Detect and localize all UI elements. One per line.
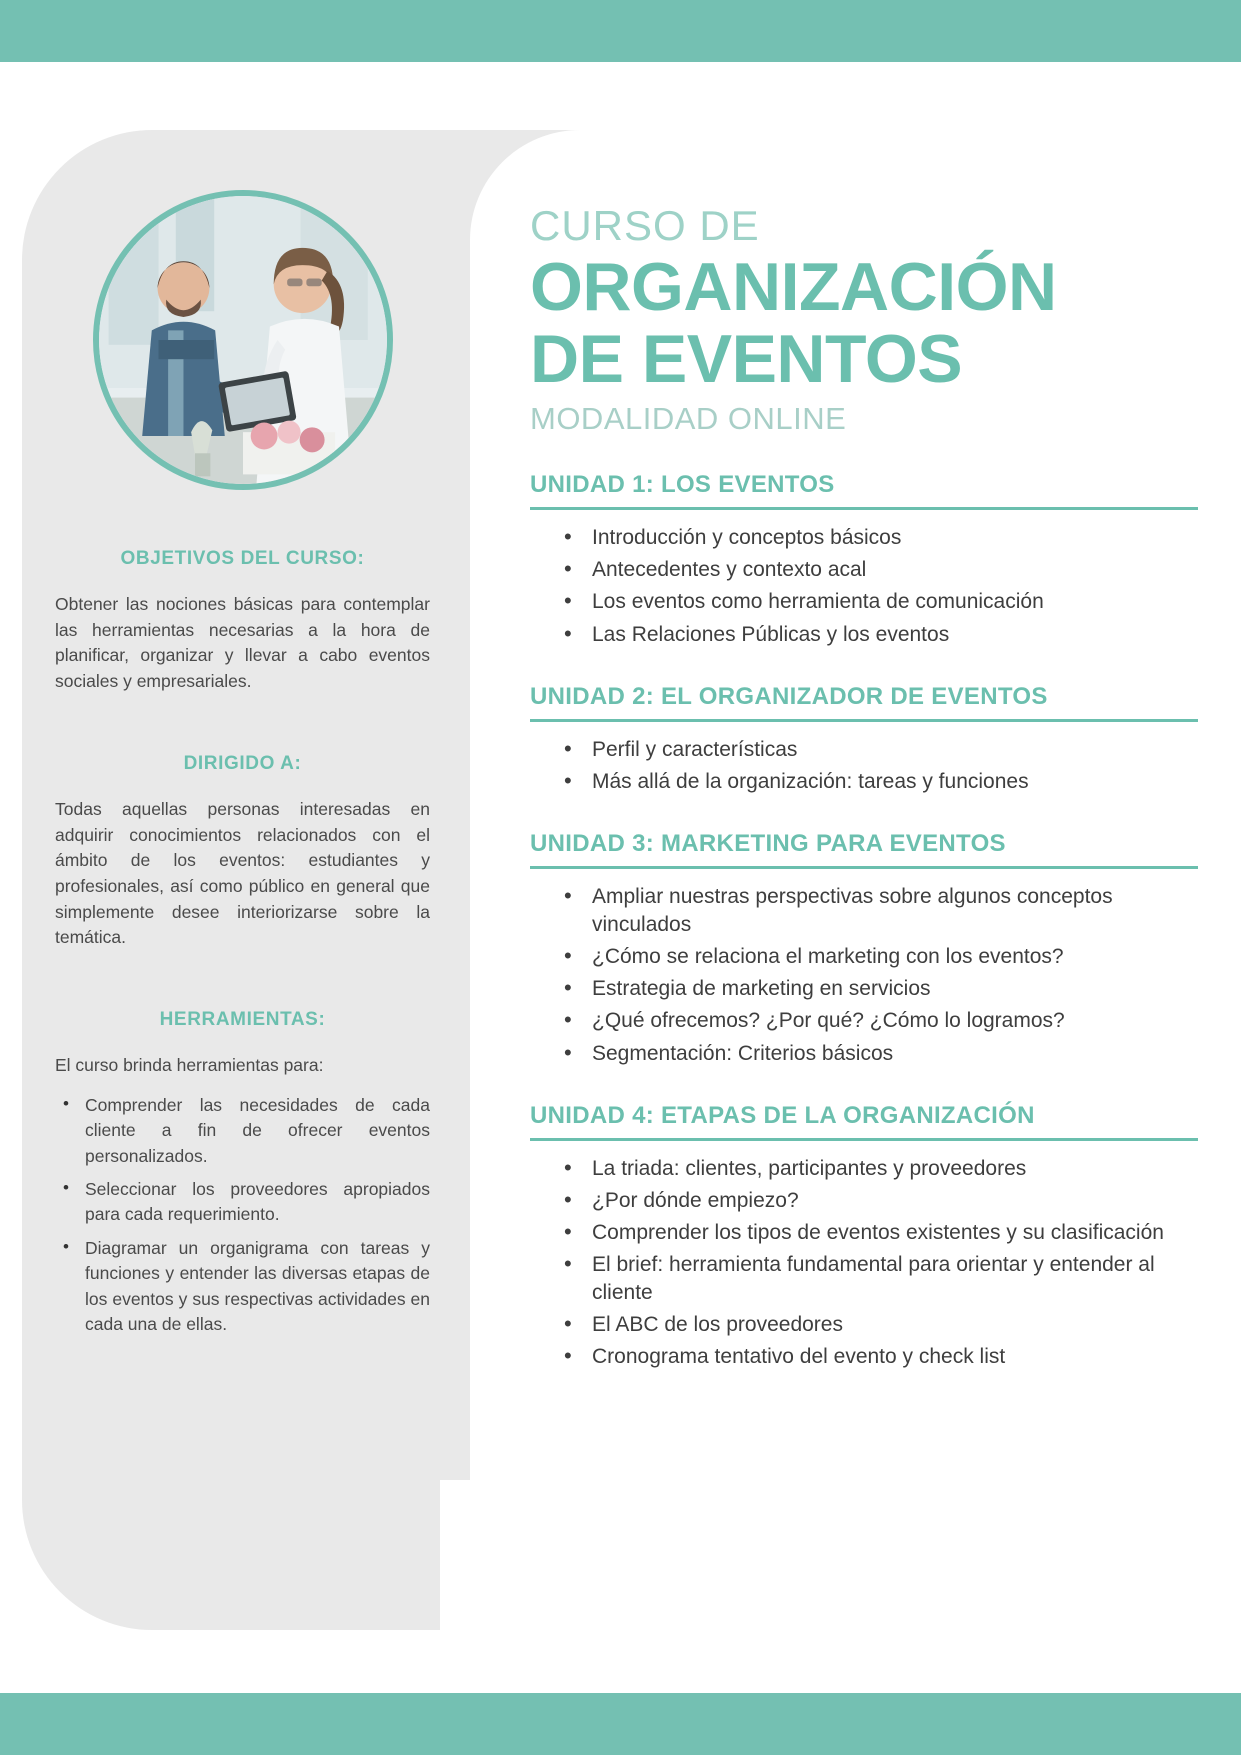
list-item: • Ampliar nuestras perspectivas sobre algunos conceptos vinculados: [592, 883, 1198, 939]
unit-topic-list: [530, 883, 1198, 1068]
tools-list: [55, 1093, 430, 1337]
list-item: • Introducción y conceptos básicos: [592, 524, 1198, 552]
audience-heading: DIRIGIDO A:: [183, 752, 302, 774]
tools-heading: HERRAMIENTAS:: [159, 1009, 326, 1031]
list-item: • Las Relaciones Públicas y los eventos: [592, 621, 1198, 649]
list-item: • Antecedentes y contexto acal: [592, 556, 1198, 584]
unit-divider: [530, 507, 1198, 510]
sidebar: [55, 190, 430, 1345]
unit-title: UNIDAD 1: LOS EVENTOS: [530, 471, 835, 499]
list-item: • El brief: herramienta fundamental para orientar y entender al cliente: [592, 1251, 1198, 1307]
page-title-line-1: ORGANIZACIÓN: [530, 249, 1057, 325]
list-item: • Los eventos como herramienta de comunicación: [592, 588, 1198, 616]
list-item: • Más allá de la organización: tareas y funciones: [592, 768, 1198, 796]
list-item: • Estrategia de marketing en servicios: [592, 975, 1198, 1003]
unit-topic-list: [530, 736, 1198, 796]
list-item: • Cronograma tentativo del evento y check list: [592, 1343, 1198, 1371]
list-item: • ¿Qué ofrecemos? ¿Por qué? ¿Cómo lo logramos?: [592, 1007, 1198, 1035]
objectives-heading: OBJETIVOS DEL CURSO:: [120, 548, 365, 569]
unit-divider: [530, 1138, 1198, 1141]
unit-section-2: [530, 683, 1198, 796]
tools-intro: El curso brinda herramientas para:: [55, 1055, 324, 1076]
page-title-line-2: DE EVENTOS: [530, 321, 963, 398]
course-photo: [93, 190, 393, 490]
unit-topic-list: [530, 1155, 1198, 1372]
list-item: • Perfil y características: [592, 736, 1198, 764]
unit-section-1: [530, 471, 1198, 649]
unit-section-4: [530, 1102, 1198, 1372]
modality-subtitle: MODALIDAD ONLINE: [530, 401, 847, 437]
white-content-panel-extension: [440, 1480, 1219, 1630]
list-item: • Segmentación: Criterios básicos: [592, 1040, 1198, 1068]
list-item: • Comprender los tipos de eventos existentes y su clasificación: [592, 1219, 1198, 1247]
list-item: • ¿Cómo se relaciona el marketing con los eventos?: [592, 943, 1198, 971]
bottom-accent-bar: [0, 1693, 1241, 1755]
list-item: • Seleccionar los proveedores apropiados para cada requerimiento.: [85, 1177, 430, 1228]
unit-title: UNIDAD 2: EL ORGANIZADOR DE EVENTOS: [530, 682, 1048, 710]
unit-divider: [530, 719, 1198, 722]
objectives-text: Obtener las nociones básicas para contemplar las herramientas necesarias a la hora de planificar, organizar y llevar a cabo eventos sociales y empresariales.: [55, 594, 430, 692]
audience-section: [55, 753, 430, 951]
unit-title: UNIDAD 3: MARKETING PARA EVENTOS: [530, 829, 1006, 857]
list-item: • Diagramar un organigrama con tareas y funciones y entender las diversas etapas de los eventos y sus respectivas actividades en cada una de ellas.: [85, 1236, 430, 1338]
list-item: • ¿Por dónde empiezo?: [592, 1187, 1198, 1215]
list-item: • La triada: clientes, participantes y proveedores: [592, 1155, 1198, 1183]
list-item: • El ABC de los proveedores: [592, 1311, 1198, 1339]
pretitle: CURSO DE: [530, 202, 760, 249]
top-accent-bar: [0, 0, 1241, 62]
unit-divider: [530, 866, 1198, 869]
course-header: [530, 202, 1198, 437]
list-item: • Comprender las necesidades de cada cliente a fin de ofrecer eventos personalizados.: [85, 1093, 430, 1169]
unit-section-3: [530, 830, 1198, 1068]
unit-topic-list: [530, 524, 1198, 649]
unit-title: UNIDAD 4: ETAPAS DE LA ORGANIZACIÓN: [530, 1101, 1035, 1129]
photo-illustration: [99, 196, 387, 484]
objectives-section: [55, 548, 430, 695]
main-content: [530, 202, 1198, 1376]
tools-section: [55, 1009, 430, 1337]
audience-text: Todas aquellas personas interesadas en adquirir conocimientos relacionados con el ámbito de los eventos: estudiantes y profesionales, así como público en general que simplemente desee interiorizarse sobre la temática.: [55, 798, 430, 948]
